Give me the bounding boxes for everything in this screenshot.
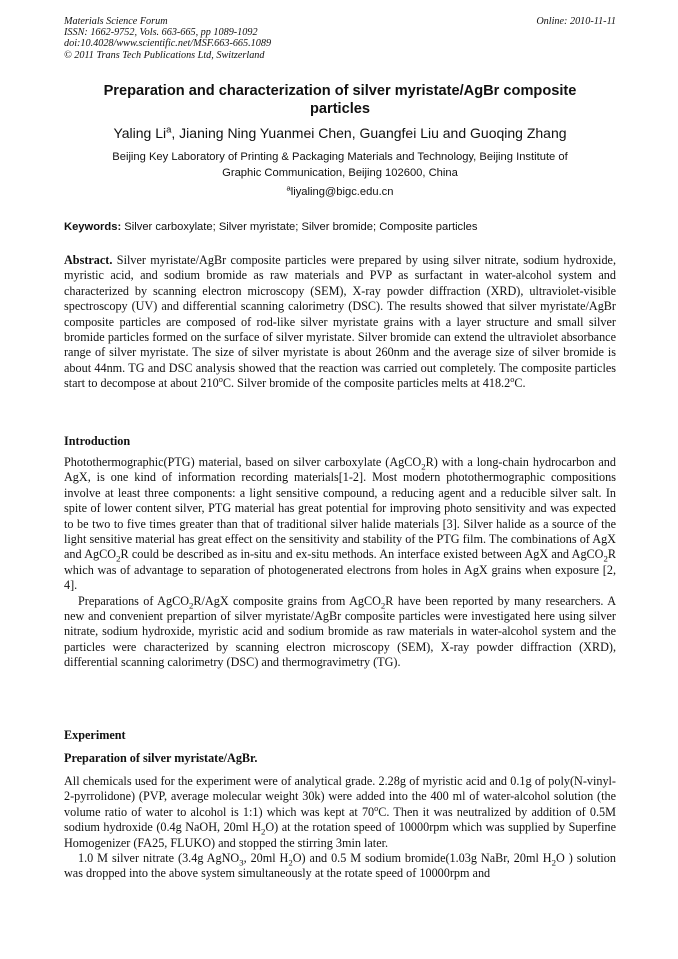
text-run: C. Then it was neutralized by addition of 0.5M sodium hydroxide (0.4g NaOH, 20ml H [64, 804, 616, 835]
running-header [64, 16, 616, 61]
issn-line: ISSN: 1662-9752, Vols. 663-665, pp 1089-1092 [64, 27, 258, 39]
author-email [64, 185, 616, 199]
introduction-paragraph-2 [64, 594, 616, 671]
abstract-text-2: C. Silver bromide of the composite particles melts at 418.2 [222, 376, 511, 391]
degree-mark: o [510, 375, 515, 385]
subscript: 2 [551, 857, 556, 868]
experiment-body [64, 774, 616, 882]
subscript: 2 [603, 553, 608, 564]
text-run: Photothermographic(PTG) material, based on silver carboxylate (AgCO [64, 455, 422, 469]
subscript: 3 [239, 857, 244, 868]
affiliation-line-2: Graphic Communication, Beijing 102600, China [222, 166, 458, 179]
keywords-text: Silver carboxylate; Silver myristate; Silver bromide; Composite particles [121, 221, 478, 233]
doi-line: doi:10.4028/www.scientific.net/MSF.663-665.1089 [64, 38, 272, 50]
text-run: , 20ml H [243, 851, 289, 866]
introduction-heading: Introduction [64, 434, 131, 448]
copyright-line: © 2011 Trans Tech Publications Ltd, Switzerland [64, 49, 265, 61]
abstract-text-1: Silver myristate/AgBr composite particles were prepared by using silver nitrate, sodium hydroxide, myristic acid, and sodium bromide as raw materials and PVP as surfactant in water-alcohol system and characterized by scanning electron microscopy (SEM), X-ray powder diffraction (XRD), ultraviolet-visible spectroscopy (UV) and differential scanning calorimetry (DSC). The results showed that silver myristate/AgBr composite particles are composed of rod-like silver myristate grains with a layer structure and small silver bromide particles formed on the surface of silver myristate. Silver bromide can extend the ultraviolet absorbance range of silver myristate. The size of silver myristate is about 260nm and the average size of silver bromide is about 44nm. TG and DSC analysis showed that the reaction was carried out completely. The composite particles start to decompose at about 210 [64, 253, 616, 391]
experiment-paragraph-1 [64, 774, 616, 851]
keywords [64, 220, 616, 234]
text-run: R could be described as in-situ and ex-situ methods. An interface existed between AgX and AgCO [120, 547, 604, 562]
online-date: Online: 2010-11-11 [536, 16, 616, 27]
text-run: O) at the rotation speed of 10000rpm which was supplied by Superfine Homogenizer (FA25, FLUKO) and stopped the stirring 3min later. [64, 820, 616, 850]
text-run: O) and 0.5 M sodium bromide(1.03g NaBr, 20ml H [292, 851, 552, 866]
text-run: O ) solution was dropped into the above system simultaneously at the rotate speed of 10000rpm and [64, 851, 616, 881]
text-run: R/AgX composite grains from AgCO [193, 593, 381, 608]
email-superscript: a [286, 183, 291, 193]
text-run: All chemicals used for the experiment were of analytical grade. 2.28g of myristic acid and 0.1g of poly(N-vinyl-2-pyrrolidone) (PVP, average molecular weight 30k) were added into the 400 ml of water-alcohol solution (the volume ratio of water to alcohol is 1:1) which was kept at 70 [64, 774, 616, 819]
experiment-subheading: Preparation of silver myristate/AgBr. [64, 751, 258, 765]
first-author: Yaling Li [113, 125, 167, 141]
other-authors: , Jianing Ning Yuanmei Chen, Guangfei Liu and Guoqing Zhang [171, 125, 567, 141]
introduction-paragraph-1 [64, 455, 616, 594]
email-address: liyaling@bigc.edu.cn [290, 186, 394, 198]
keywords-label: Keywords: [64, 221, 122, 233]
text-run: 1.0 M silver nitrate (3.4g AgNO [78, 851, 240, 866]
subscript: 2 [260, 826, 266, 837]
paper-title [64, 82, 616, 118]
abstract-label: Abstract. [64, 253, 113, 267]
introduction-body [64, 455, 616, 671]
title-line-1: Preparation and characterization of silver myristate/AgBr composite [103, 83, 577, 99]
experiment-heading: Experiment [64, 728, 126, 742]
subscript: 2 [189, 600, 194, 611]
subscript: 2 [288, 857, 293, 868]
journal-name: Materials Science Forum [64, 16, 168, 27]
affiliation [64, 150, 616, 181]
text-run: R which was of advantage to separation of photogenerated electrons from holes in AgX grains when exposure [2, 4]. [64, 547, 617, 593]
subscript: 2 [380, 600, 386, 611]
title-line-2: particles [309, 101, 371, 117]
abstract [64, 253, 616, 392]
author-list [64, 124, 616, 142]
text-run: Preparations of AgCO [78, 593, 190, 608]
degree-mark: o [218, 375, 223, 385]
abstract-text-3: C. [514, 376, 526, 391]
text-run: R) with a long-chain hydrocarbon and AgX, is one kind of information recording materials[1-2]. Most modern photothermographic compositions involve at least three components: a light sensitive compound, a reducing agent and a reducible silver salt. In spite of lower content silver, PTG material has great potential for improving photo sensitivity and was expected to be two to five times greater than that of traditional silver halide materials [3]. Silver halide as a source of the light sensitive material has great effect on the sensitivity and stability of the PTG film. The combinations of AgX and AgCO [64, 455, 616, 562]
affiliation-line-1: Beijing Key Laboratory of Printing & Packaging Materials and Technology, Beijing Institute of [112, 151, 568, 163]
text-run: R have been reported by many researchers. A new and convenient prepartion of silver myristate/AgBr composite particles were investigated here using silver nitrate, sodium hydroxide, myristic acid and sodium bromide as raw materials in water-alcohol system and the particles were characterized by scanning electron microscopy (SEM), X-ray powder diffraction (XRD), differential scanning calorimetry (DSC) and thermogravimetry (TG). [64, 593, 617, 670]
experiment-paragraph-2 [64, 851, 616, 882]
subscript: 2 [421, 461, 426, 472]
author-superscript: a [166, 124, 172, 136]
degree-mark: o [374, 803, 379, 813]
subscript: 2 [116, 553, 121, 564]
